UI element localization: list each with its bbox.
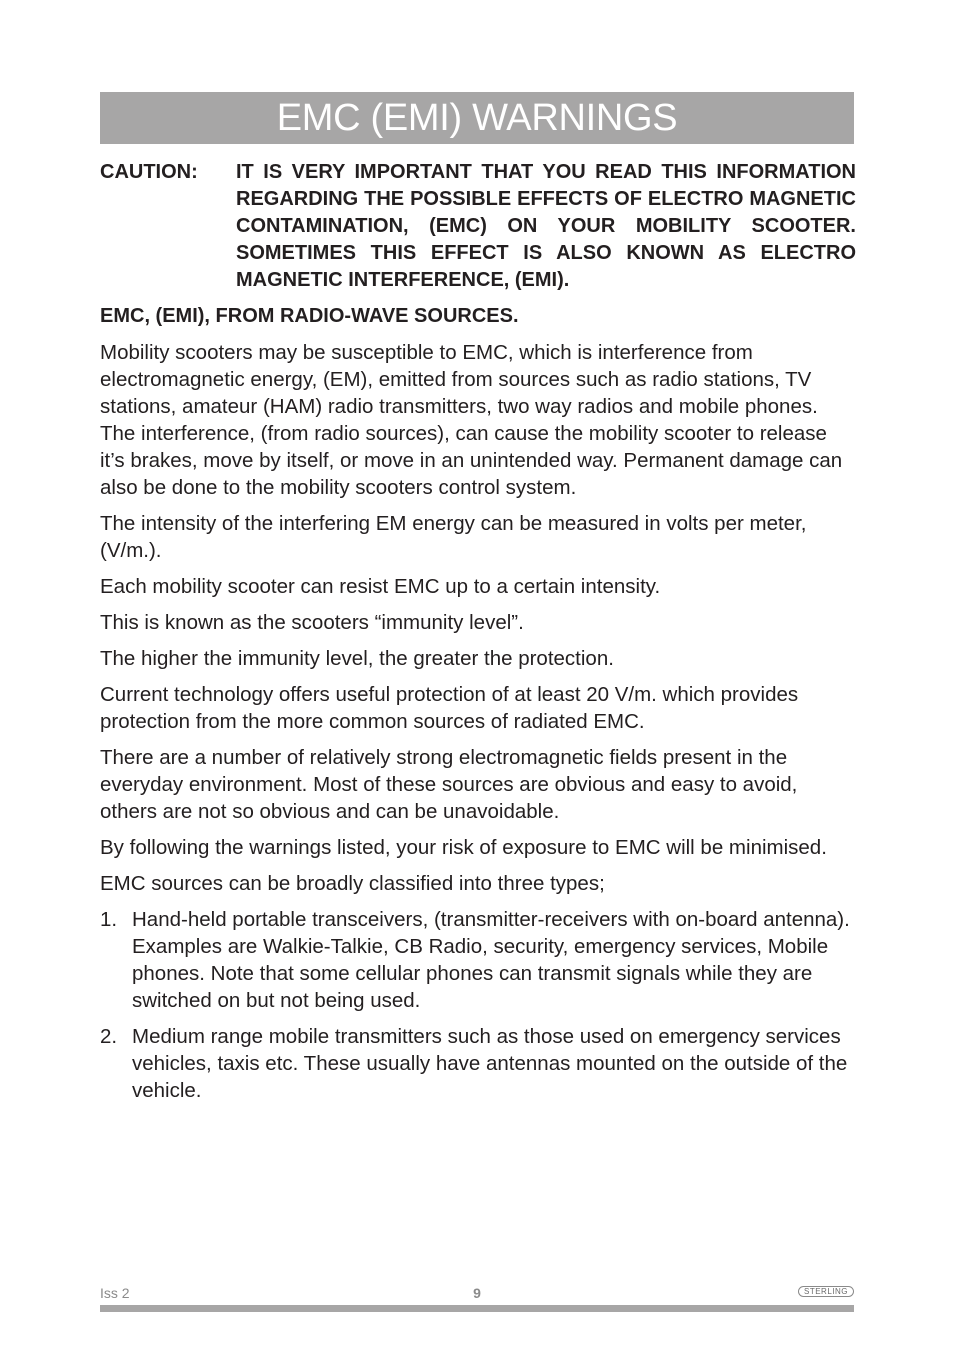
- list-item-number: 1.: [100, 908, 118, 931]
- caution-text: IT IS VERY IMPORTANT THAT YOU READ THIS INFORMATION REGARDING THE POSSIBLE EFFECTS OF ELECTRO MAGNETIC CONTAMINATION, (EMC) ON YOUR MOBILITY SCOOTER. SOMETIMES THIS EFFECT IS ALSO KNOWN AS ELECTRO MAGNETIC INTERFERENCE, (EMI).: [236, 161, 856, 291]
- list-item-number: 2.: [100, 1025, 118, 1048]
- paragraph-fields: There are a number of relatively strong electromagnetic fields present in the everyday environment. Most of these sources are obvious and easy to avoid, others are not so obvious and can be unavoidable.: [100, 746, 798, 823]
- issue-label: Iss 2: [100, 1285, 130, 1301]
- list-item-text: Hand-held portable transceivers, (transmitter-receivers with on-board antenna). Examples are Walkie-Talkie, CB Radio, security, emergency services, Mobile phones. Note that some cellular phones can transmit signals while they are switched on but not being used.: [132, 908, 850, 1012]
- paragraph-classification: EMC sources can be broadly classified into three types;: [100, 872, 605, 895]
- footer-divider: [100, 1305, 854, 1312]
- paragraph-resist: Each mobility scooter can resist EMC up to a certain intensity.: [100, 575, 661, 598]
- brand-logo: STERLING: [798, 1286, 854, 1297]
- paragraph-protection: The higher the immunity level, the greater the protection.: [100, 647, 614, 670]
- list-item-text: Medium range mobile transmitters such as those used on emergency services vehicles, taxis etc. These usually have antennas mounted on the outside of the vehicle.: [132, 1025, 848, 1102]
- paragraph-immunity-level: This is known as the scooters “immunity level”.: [100, 611, 524, 634]
- caution-block: [100, 159, 856, 294]
- page-number: 9: [473, 1285, 481, 1301]
- list-item: [100, 906, 856, 1014]
- page-footer: [100, 1283, 854, 1303]
- list-item: [100, 1023, 856, 1104]
- paragraph-current-technology: Current technology offers useful protection of at least 20 V/m. which provides protection from the more common sources of radiated EMC.: [100, 683, 799, 733]
- paragraph-intensity: The intensity of the interfering EM energy can be measured in volts per meter, (V/m.).: [100, 512, 807, 562]
- document-body: [100, 159, 856, 1113]
- page-title: EMC (EMI) WARNINGS: [276, 97, 678, 139]
- title-bar: [100, 92, 854, 144]
- caution-label: CAUTION:: [100, 161, 198, 183]
- paragraph-susceptibility: Mobility scooters may be susceptible to EMC, which is interference from electromagnetic energy, (EM), emitted from sources such as radio stations, TV stations, amateur (HAM) radio transmitters, two way radios and mobile phones. The interference, (from radio sources), can cause the mobility scooter to release it’s brakes, move by itself, or move in an unintended way. Permanent damage can also be done to the mobility scooters control system.: [100, 341, 843, 499]
- section-heading: EMC, (EMI), FROM RADIO-WAVE SOURCES.: [100, 305, 519, 327]
- paragraph-warnings: By following the warnings listed, your risk of exposure to EMC will be minimised.: [100, 836, 827, 859]
